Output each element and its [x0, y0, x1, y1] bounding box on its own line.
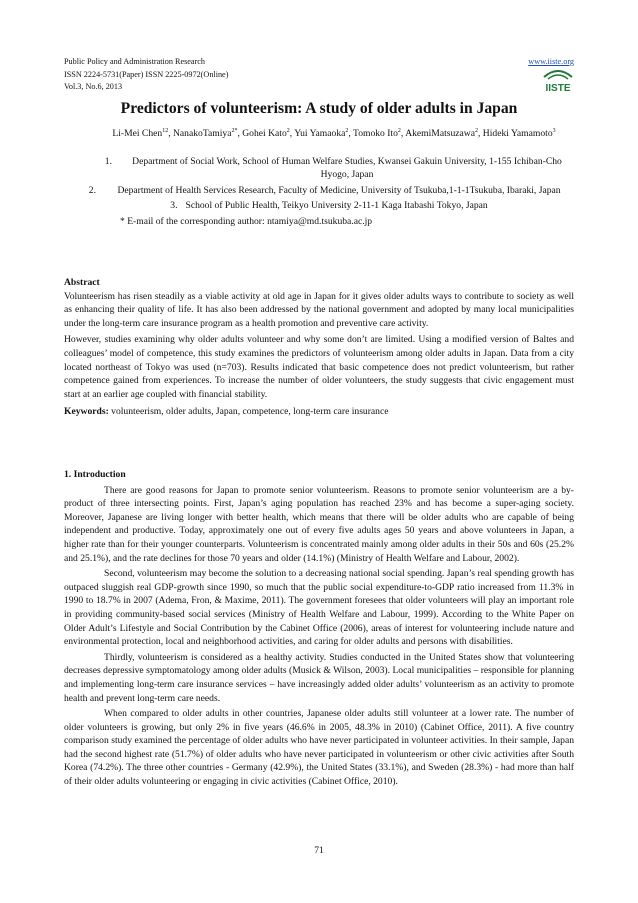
affiliations: [64, 155, 574, 228]
author-affil-sup: 2: [475, 128, 478, 134]
author-affil-sup: 2: [286, 128, 290, 134]
keywords-label: Keywords:: [64, 406, 109, 418]
affiliation-text: School of Public Health, Teikyo University 2-11-1 Kaga Itabashi Tokyo, Japan: [185, 200, 488, 212]
affiliation-item: [90, 155, 574, 182]
journal-name: Public Policy and Administration Research: [64, 57, 205, 66]
author-affil-sup: 12: [162, 128, 169, 134]
abstract-paragraph: Volunteerism has risen steadily as a viable activity at old age in Japan for it gives older adults ways to contribute to society as well as enhancing their quality of life. It has also been addressed by the national government and adopted by many local municipalities under the long-term care insurance program as a health promotion and preventive care activity.: [64, 290, 574, 329]
abstract-paragraph: However, studies examining why older adults volunteer and why some don’t are limited. Using a modified version of Baltes and colleagues’ model of competence, this study examines the predictors of volunteerism among older adults in Japan. Data from a city located northeast of Tokyo was used (n=703). Results indicated that basic competence does not predict volunteerism, but rather competence gained from experiences. To increase the number of older volunteers, the study suggests that civic engagement must start at an earlier age coupled with financial stability.: [64, 334, 574, 400]
author-name: NanakoTamiya: [172, 128, 232, 140]
author-name: Tomoko Ito: [353, 128, 398, 140]
paper-title: Predictors of volunteerism: A study of older adults in Japan: [120, 100, 518, 117]
author-name: AkemiMatsuzawa: [405, 128, 475, 140]
abstract-section: [64, 276, 574, 419]
author-list: Li-Mei Chen$^{12}$, NanakoTamiya$^{2*}$, Gohei Kato$^2$, Yui Yamaoka$^2$, Tomoko Ito$^2$, AkemiMatsuzawa$^2$, Hideki Yamamoto$^3$: [112, 128, 556, 140]
affiliation-number: 1.: [104, 156, 112, 167]
author-affil-sup: 3: [552, 128, 556, 134]
author-affil-sup: 2: [345, 128, 349, 134]
author-name: Gohei Kato: [242, 128, 287, 140]
journal-header: [64, 56, 574, 94]
volume-line: Vol.3, No.6, 2013: [64, 82, 123, 92]
affiliation-number: 2.: [88, 184, 96, 196]
body-paragraph: There are good reasons for Japan to promote senior volunteerism. Reasons to promote senior volunteerism are a by-product of three intersecting points. First, Japan’s aging population has reached 23% and has become a super-aging society. Moreover, Japanese are living longer with better health, which means that there will be older adults who are capable of being independent and productive. Today, approximately one out of every five adults ages 50 years and above volunteers in Japan, a higher rate than for their younger counterparts. Volunteerism is concentrated mainly among older adults in their 50s and 60s (25.2% and 25.1%), and the rate declines for those 70 years and older (14.1%) (Ministry of Health Welfare and Labour, 2002).: [64, 484, 574, 564]
corresponding-email: * E-mail of the corresponding author: ntamiya@md.tsukuba.ac.jp: [120, 215, 373, 227]
author-affil-sup: 2*: [231, 128, 238, 134]
author-name: Hideki Yamamoto: [482, 128, 553, 140]
body-paragraph: Second, volunteerism may become the solution to a decreasing national social spending. Japan’s real spending growth has outpaced sluggish real GDP-growth since 1990, so much that the public social expenditure-to-GDP ratio increased from 11.3% in 1990 to 18.7% in 2007 (Adema, Fron, & Maxime, 2011). The government foresees that older volunteers will play an important role in providing community-based social services (Ministry of Health Welfare and Labour, 1999). According to the White Paper on Older Adult’s Lifestyle and Social Contribution by the Cabinet Office (2006), areas of interest for volunteering include nature and environmental protection, local and neighborhood activities, and caring for older adults and persons with disabilities.: [64, 568, 574, 648]
author-affil-sup: 2: [397, 128, 401, 134]
affiliation-text: Department of Social Work, School of Human Welfare Studies, Kwansei Gakuin University, 1-155 Ichiban-Cho Hyogo, Japan: [132, 156, 562, 181]
journal-website-link[interactable]: www.iiste.org: [528, 57, 574, 66]
introduction-section: [64, 468, 574, 791]
iiste-logo: [538, 67, 578, 95]
body-paragraph: Thirdly, volunteerism is considered as a healthy activity. Studies conducted in the United States show that volunteering decreases depressive symptomatology among older adults (Musick & Wilson, 2003). Local municipalities – responsible for planning and implementing long-term care insurance services – have increasingly added older adults’ volunteerism as an activity to promote health and prevent long-term care needs.: [64, 651, 574, 704]
page-number: 71: [314, 845, 324, 856]
issn-line: ISSN 2224-5731(Paper) ISSN 2225-0972(Online): [64, 69, 229, 79]
body-paragraph: When compared to older adults in other countries, Japanese older adults still volunteer at a lower rate. The number of older volunteers is growing, but only 2% in five years (46.6% in 2005, 48.3% in 2010) (Cabinet Office, 2011). A five country comparison study examined the percentage of older adults who have never participated in volunteer activities. In their sample, Japan had the second highest rate (51.7%) of older adults who have never participated in volunteerism or other civic activities after South Korea (74.2%). The three other countries - Germany (42.9%), the United States (33.1%), and Sweden (28.3%) - had more than half of their older adults volunteering or engaging in civic activities (Cabinet Office, 2010).: [64, 708, 574, 788]
affiliation-text: Department of Health Services Research, Faculty of Medicine, University of Tsukuba,1-1-1Tsukuba, Ibaraki, Japan: [117, 184, 561, 196]
keywords-line: [64, 405, 574, 419]
affiliation-number: 3.: [170, 200, 178, 212]
section-heading: 1. Introduction: [64, 469, 126, 480]
author-name: Li-Mei Chen: [112, 128, 163, 140]
affiliation-item: [74, 184, 574, 197]
keywords-text: volunteerism, older adults, Japan, competence, long-term care insurance: [111, 406, 389, 418]
logo-text: IISTE: [545, 83, 571, 94]
affiliation-item: [84, 199, 574, 212]
author-name: Yui Yamaoka: [294, 128, 346, 140]
abstract-heading: Abstract: [64, 277, 100, 288]
